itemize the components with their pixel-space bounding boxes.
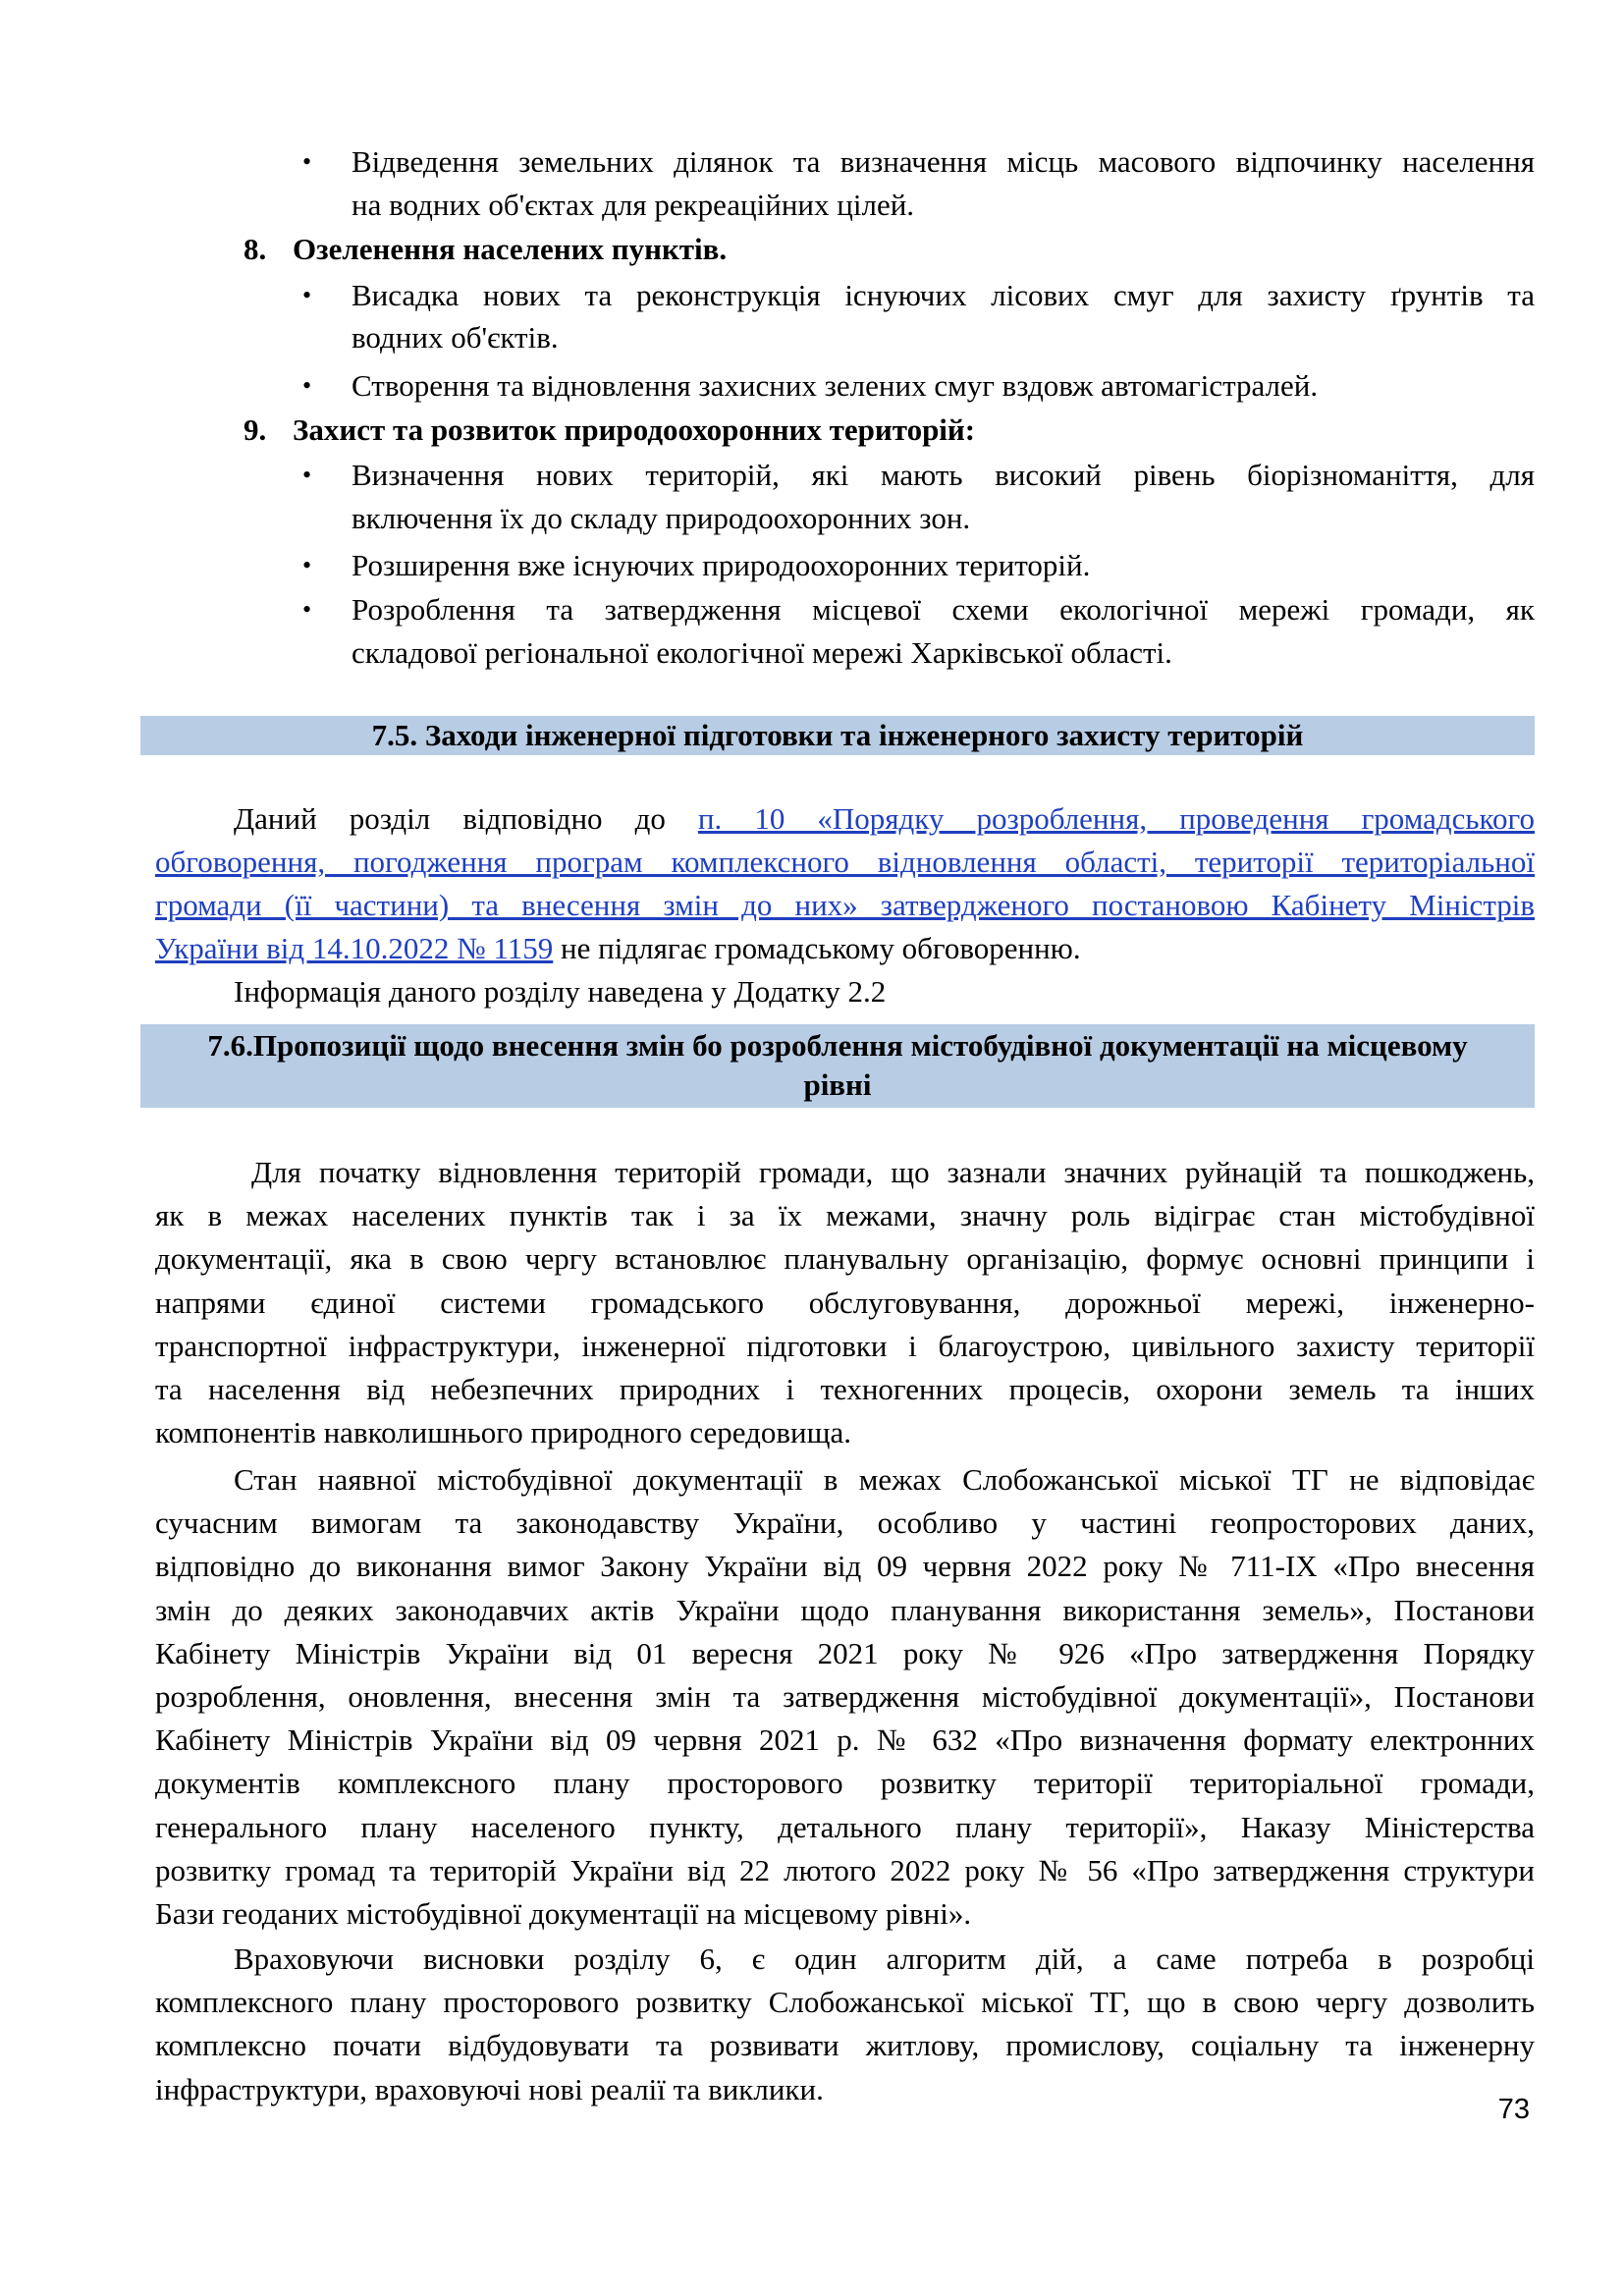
paragraph-line: Бази геоданих містобудівної документації на місцевому рівні». (155, 1896, 972, 1931)
section-heading: 7.5. Заходи інженерної підготовки та інженерного захисту територій (371, 718, 1304, 752)
bullet-marker: • (302, 147, 312, 176)
list-item: Розширення вже існуючих природоохоронних територій. (352, 548, 1091, 582)
bullet-marker: • (302, 551, 312, 579)
paragraph-line: Стан наявної містобудівної документації в межах Слобожанської міської ТГ не відповідає (234, 1462, 1535, 1497)
list-item: Відведення земельних ділянок та визначення місць масового відпочинку населення (352, 144, 1535, 179)
paragraph-text: не підлягає громадському обговоренню. (553, 931, 1081, 965)
list-item: Створення та відновлення захисних зелених смуг вздовж автомагістралей. (352, 368, 1319, 403)
paragraph-line: Для початку відновлення територій громади, що зазнали значних руйнацій та пошкоджень, (251, 1155, 1535, 1189)
paragraph-line: комплексно почати відбудовувати та розвивати житлову, промислову, соціальну та інженерну (155, 2028, 1535, 2062)
list-item-continued: на водних об'єктах для рекреаційних цілей. (352, 188, 915, 222)
list-number: 8. (244, 232, 267, 266)
paragraph-line: змін до деяких законодавчих актів України щодо планування використання земель», Постанови (155, 1593, 1535, 1627)
list-heading: Захист та розвиток природоохоронних територій: (293, 412, 976, 447)
paragraph-line (155, 927, 1081, 970)
bullet-marker: • (302, 595, 312, 624)
list-item-continued: водних об'єктів. (352, 320, 559, 355)
bullet-marker: • (302, 371, 312, 400)
list-heading: Озеленення населених пунктів. (293, 232, 728, 266)
paragraph-line: інфраструктури, враховуючі нові реалії та виклики. (155, 2072, 824, 2106)
legal-reference-link[interactable]: обговорення, погодження програм комплексного відновлення області, території територіальної (155, 845, 1535, 879)
page-number: 73 (1497, 2094, 1530, 2125)
paragraph-line: напрями єдиної системи громадського обслуговування, дорожньої мережі, інженерно- (155, 1285, 1535, 1320)
paragraph-line: документів комплексного плану просторового розвитку території територіальної громади, (155, 1766, 1535, 1800)
paragraph-line: компонентів навколишнього природного середовища. (155, 1415, 851, 1449)
paragraph-line: сучасним вимогам та законодавству України, особливо у частині геопросторових даних, (155, 1505, 1535, 1540)
paragraph-line (155, 797, 1535, 841)
list-item: Визначення нових територій, які мають високий рівень біорізноманіття, для (352, 458, 1535, 492)
paragraph-line: документації, яка в свою чергу встановлює планувальну організацію, формує основні принципи і (155, 1241, 1535, 1276)
paragraph-line: Враховуючи висновки розділу 6, є один алгоритм дій, а саме потреба в розробці (234, 1941, 1535, 1976)
legal-reference-link[interactable]: п. 10 «Порядку розроблення, проведення громадського (697, 801, 1535, 836)
paragraph-line: генерального плану населеного пункту, детального плану території», Наказу Міністерства (155, 1810, 1535, 1844)
list-item: Висадка нових та реконструкція існуючих лісових смуг для захисту ґрунтів та (352, 278, 1535, 312)
bullet-marker: • (302, 281, 312, 309)
paragraph-line (155, 884, 1535, 927)
legal-reference-link[interactable]: громади (її частини) та внесення змін до них» затвердженого постановою Кабінету Міністрів (155, 888, 1535, 922)
legal-reference-link[interactable]: України від 14.10.2022 № 1159 (155, 931, 554, 965)
list-item-continued: включення їх до складу природоохоронних зон. (352, 501, 971, 535)
paragraph-line: розроблення, оновлення, внесення змін та затвердження містобудівної документації», Постанови (155, 1679, 1535, 1714)
paragraph-line: та населення від небезпечних природних і техногенних процесів, охорони земель та інших (155, 1372, 1535, 1406)
list-number: 9. (244, 412, 267, 447)
paragraph-line: як в межах населених пунктів так і за їх межами, значну роль відіграє стан містобудівної (155, 1198, 1535, 1232)
list-item: Розроблення та затвердження місцевої схеми екологічної мережі громади, як (352, 592, 1535, 627)
paragraph-text: Даний розділ відповідно до (234, 801, 698, 836)
paragraph-line: відповідно до виконання вимог Закону України від 09 червня 2022 року № 711-IX «Про внесення (155, 1549, 1535, 1583)
paragraph-line: Кабінету Міністрів України від 01 вересня 2021 року № 926 «Про затвердження Порядку (155, 1636, 1535, 1670)
section-heading: 7.6.Пропозиції щодо внесення змін бо розроблення містобудівної документації на місцевому (207, 1028, 1468, 1063)
paragraph-line: транспортної інфраструктури, інженерної підготовки і благоустрою, цивільного захисту території (155, 1329, 1535, 1363)
paragraph-line: розвитку громад та територій України від 22 лютого 2022 року № 56 «Про затвердження структури (155, 1853, 1535, 1887)
paragraph-line (155, 841, 1535, 884)
section-heading: рівні (803, 1067, 872, 1102)
paragraph-line: Кабінету Міністрів України від 09 червня 2021 р. № 632 «Про визначення формату електронних (155, 1722, 1535, 1757)
paragraph-line: комплексного плану просторового розвитку Слобожанської міської ТГ, що в свою чергу дозволить (155, 1985, 1535, 2019)
list-item-continued: складової регіональної екологічної мережі Харківської області. (352, 635, 1172, 670)
bullet-marker: • (302, 461, 312, 489)
paragraph-line: Інформація даного розділу наведена у Додатку 2.2 (234, 974, 887, 1009)
